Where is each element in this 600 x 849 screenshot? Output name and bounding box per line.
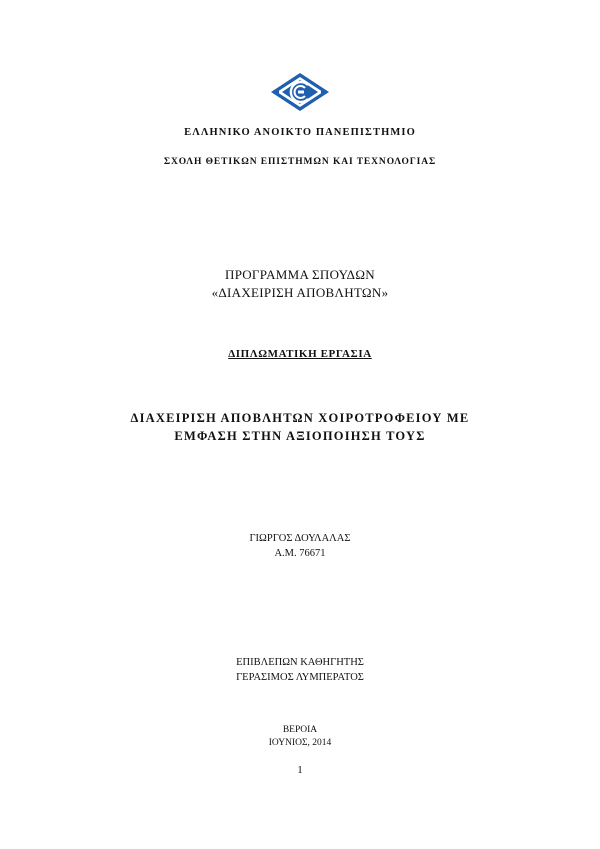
supervisor-name: ΓΕΡΑΣΙΜΟΣ ΛΥΜΠΕΡΑΤΟΣ: [236, 672, 364, 683]
author-name: ΓΙΩΡΓΟΣ ΔΟΥΛΑΛΑΣ: [249, 533, 351, 544]
city: ΒΕΡΟΙΑ: [282, 725, 318, 735]
author-registration: Α.Μ. 76671: [274, 548, 326, 559]
university-logo-icon: [270, 72, 330, 112]
school-name: ΣΧΟΛΗ ΘΕΤΙΚΩΝ ΕΠΙΣΤΗΜΩΝ ΚΑΙ ΤΕΧΝΟΛΟΓΙΑΣ: [163, 157, 437, 167]
date: ΙΟΥΝΙΟΣ, 2014: [268, 738, 332, 748]
university-name: ΕΛΛΗΝΙΚΟ ΑΝΟΙΚΤΟ ΠΑΝΕΠΙΣΤΗΜΙΟ: [184, 127, 416, 138]
thesis-type-label: ΔΙΠΛΩΜΑΤΙΚΗ ΕΡΓΑΣΙΑ: [228, 348, 372, 360]
program-name: «ΔΙΑΧΕΙΡΙΣΗ ΑΠΟΒΛΗΤΩΝ»: [211, 285, 389, 300]
program-label: ΠΡΟΓΡΑΜΜΑ ΣΠΟΥΔΩΝ: [225, 267, 375, 282]
page-number: 1: [297, 764, 303, 776]
supervisor-label: ΕΠΙΒΛΕΠΩΝ ΚΑΘΗΓΗΤΗΣ: [236, 657, 364, 668]
thesis-title-line2: ΕΜΦΑΣΗ ΣΤΗΝ ΑΞΙΟΠΟΙΗΣΗ ΤΟΥΣ: [174, 429, 426, 443]
thesis-title-line1: ΔΙΑΧΕΙΡΙΣΗ ΑΠΟΒΛΗΤΩΝ ΧΟΙΡΟΤΡΟΦΕΙΟΥ ΜΕ: [130, 411, 470, 425]
